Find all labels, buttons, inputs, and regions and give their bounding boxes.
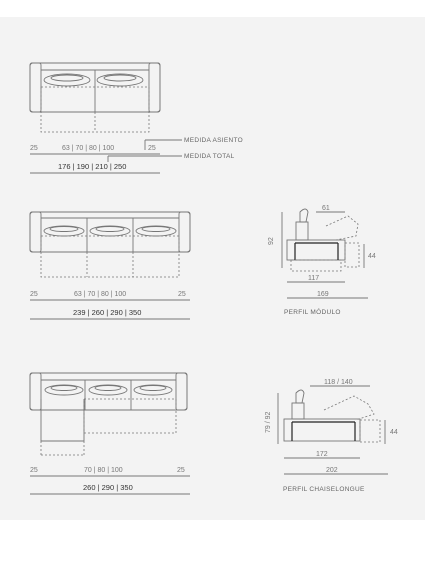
dim-left-2: 25 (30, 291, 38, 298)
dim-total-2: 239 | 260 | 290 | 350 (73, 308, 142, 317)
profile-chaise-depth-inner: 172 (316, 451, 328, 458)
dim-seats-3: 70 | 80 | 100 (84, 467, 123, 474)
sofa-chaiselongue-plan (30, 373, 187, 455)
dim-left: 25 (30, 145, 38, 152)
dim-total: 176 | 190 | 210 | 250 (58, 162, 127, 171)
dim-seats: 63 | 70 | 80 | 100 (62, 145, 115, 152)
profile-modulo-depth-inner: 117 (308, 275, 320, 282)
profile-chaise-depth-total: 202 (326, 467, 338, 474)
profile-chaise-caption: PERFIL CHAISELONGUE (283, 486, 365, 493)
profile-modulo-caption: PERFIL MÓDULO (284, 309, 341, 316)
profile-modulo-height: 92 (268, 237, 275, 245)
profile-modulo (282, 209, 368, 298)
dim-right-2: 25 (178, 291, 186, 298)
dim-right-3: 25 (177, 467, 185, 474)
sofa-2-seat-plan (30, 63, 160, 132)
profile-chaiselongue (278, 386, 388, 474)
medida-total-label: MEDIDA TOTAL (184, 153, 235, 160)
profile-chaise-top: 118 / 140 (324, 379, 353, 386)
dim-seats-2: 63 | 70 | 80 | 100 (74, 291, 127, 298)
medida-asiento-label: MEDIDA ASIENTO (184, 137, 243, 144)
sofa-3-seat-plan (30, 212, 190, 277)
profile-modulo-top: 61 (322, 205, 330, 212)
dim-left-3: 25 (30, 467, 38, 474)
dim-total-3: 260 | 290 | 350 (83, 483, 133, 492)
profile-modulo-depth-total: 169 (317, 291, 329, 298)
profile-modulo-seat-height: 44 (368, 253, 376, 260)
dim-right: 25 (148, 145, 156, 152)
profile-chaise-seat-height: 44 (390, 429, 398, 436)
profile-chaise-height: 79 / 92 (265, 411, 272, 433)
